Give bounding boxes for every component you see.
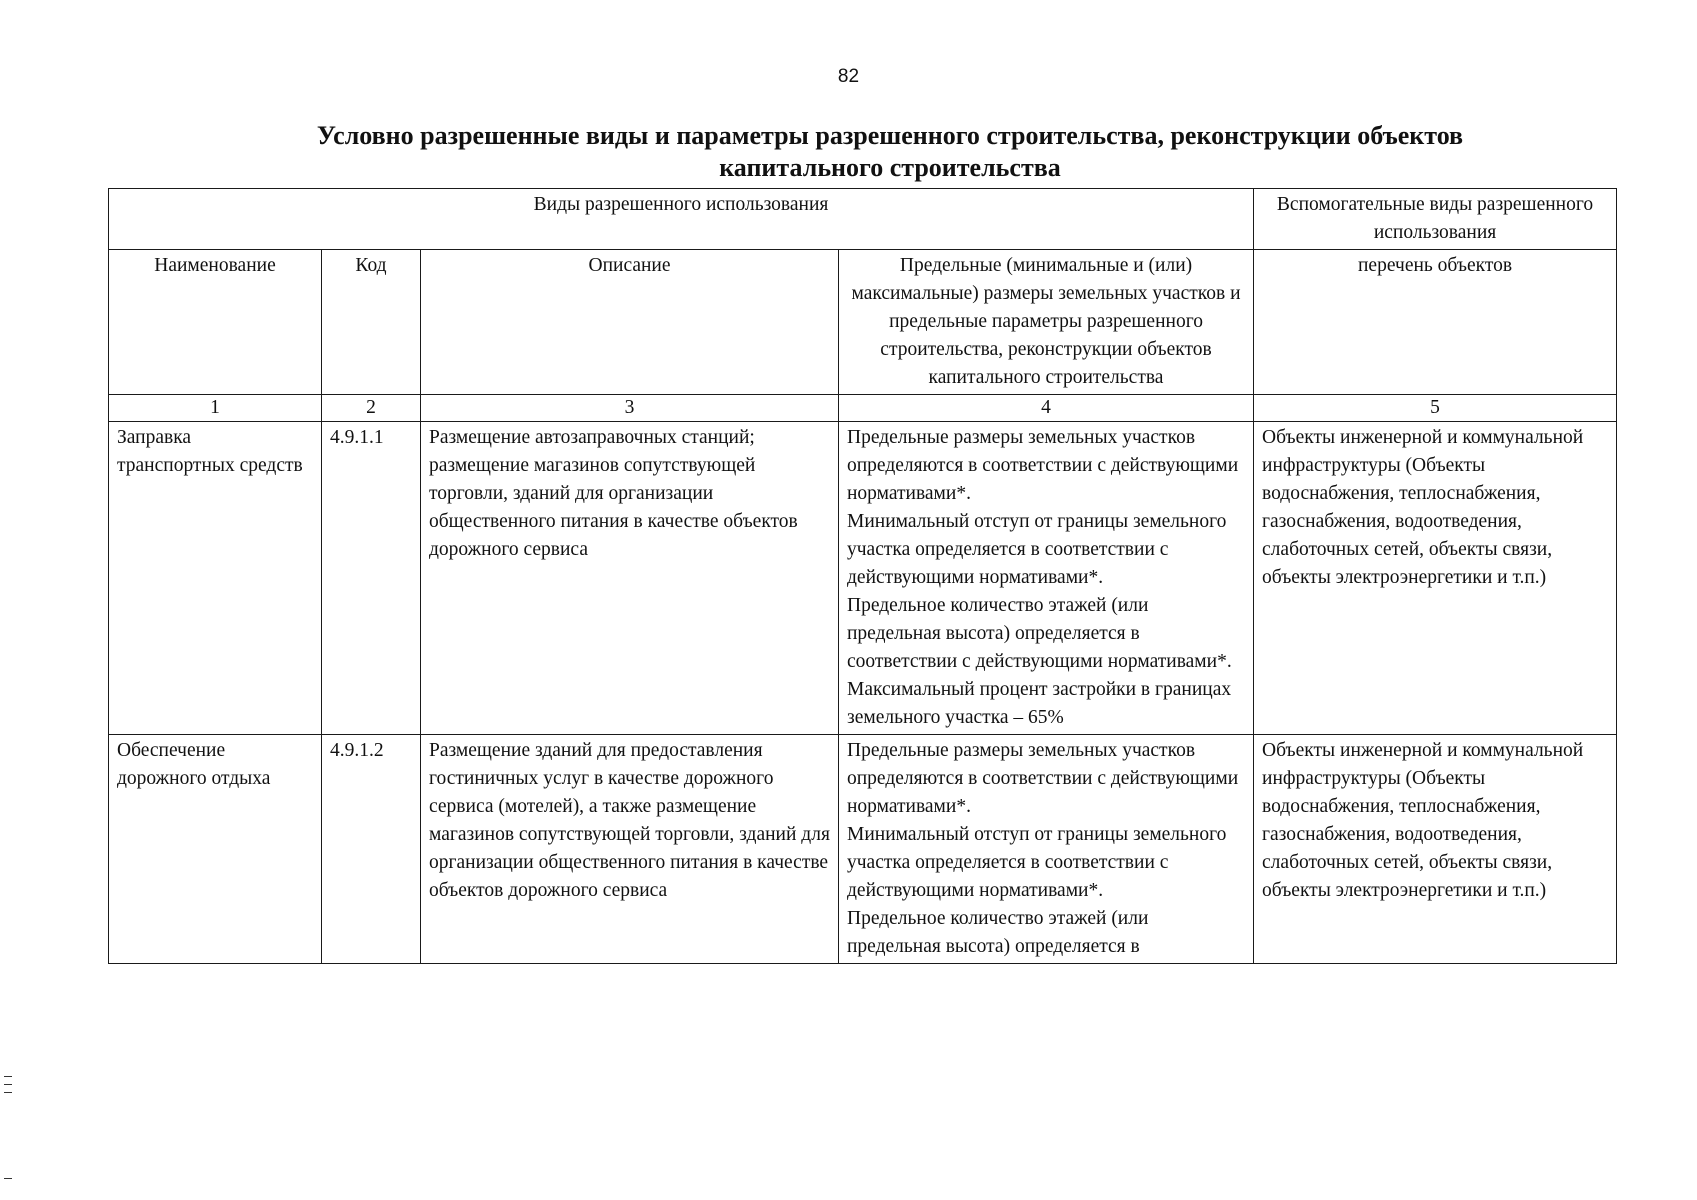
- column-header-description: Описание: [421, 250, 839, 395]
- limits-paragraph: Предельное количество этажей (или предельная высота) определяется в соответствии с действующими нормативами*.: [847, 595, 1232, 672]
- title-line-2: капитального строительства: [719, 153, 1061, 182]
- land-use-table: [108, 188, 1617, 964]
- column-number: 5: [1254, 395, 1617, 422]
- column-number: 4: [839, 395, 1254, 422]
- column-number: 2: [322, 395, 421, 422]
- scan-margin-mark: [4, 1092, 12, 1093]
- limits-paragraph: Предельные размеры земельных участков определяются в соответствии с действующими нормативами*.: [847, 427, 1239, 504]
- limits-paragraph: Минимальный отступ от границы земельного участка определяется в соответствии с действующими нормативами*.: [847, 511, 1227, 588]
- row-code: 4.9.1.1: [322, 422, 421, 735]
- group-header-main: Виды разрешенного использования: [109, 189, 1254, 250]
- column-header-objects: перечень объектов: [1254, 250, 1617, 395]
- row-objects: Объекты инженерной и коммунальной инфраструктуры (Объекты водоснабжения, теплоснабжения, газоснабжения, водоотведения, слаботочных сетей, объекты связи, объекты электроэнергетики и т.п.): [1254, 422, 1617, 735]
- page-title: [140, 120, 1640, 184]
- row-name: Заправка транспортных средств: [109, 422, 322, 735]
- limits-paragraph: Минимальный отступ от границы земельного участка определяется в соответствии с действующими нормативами*.: [847, 824, 1227, 901]
- page-number: 82: [837, 66, 860, 87]
- scan-margin-mark: [4, 1076, 12, 1077]
- limits-paragraph: Предельные размеры земельных участков определяются в соответствии с действующими нормативами*.: [847, 740, 1239, 817]
- row-name: Обеспечение дорожного отдыха: [109, 735, 322, 964]
- group-header-row: [109, 189, 1617, 250]
- row-description: Размещение автозаправочных станций; размещение магазинов сопутствующей торговли, зданий для организации общественного питания в качестве объектов дорожного сервиса: [421, 422, 839, 735]
- column-number-row: [109, 395, 1617, 422]
- limits-paragraph: Максимальный процент застройки в границах земельного участка – 65%: [847, 679, 1232, 728]
- column-number: 3: [421, 395, 839, 422]
- limits-paragraph: Предельное количество этажей (или предельная высота) определяется в: [847, 908, 1149, 957]
- column-header-row: [109, 250, 1617, 395]
- row-code: 4.9.1.2: [322, 735, 421, 964]
- row-limits: [839, 422, 1254, 735]
- table-row: [109, 422, 1617, 735]
- row-limits: [839, 735, 1254, 964]
- table-row: [109, 735, 1617, 964]
- row-objects: Объекты инженерной и коммунальной инфраструктуры (Объекты водоснабжения, теплоснабжения, газоснабжения, водоотведения, слаботочных сетей, объекты связи, объекты электроэнергетики и т.п.): [1254, 735, 1617, 964]
- column-header-limits: Предельные (минимальные и (или) максимальные) размеры земельных участков и предельные параметры разрешенного строительства, реконструкции объектов капитального строительства: [839, 250, 1254, 395]
- column-number: 1: [109, 395, 322, 422]
- scan-margin-mark: [4, 1178, 12, 1179]
- column-header-name: Наименование: [109, 250, 322, 395]
- row-description: Размещение зданий для предоставления гостиничных услуг в качестве дорожного сервиса (мотелей), а также размещение магазинов сопутствующей торговли, зданий для организации общественного питания в качестве объектов дорожного сервиса: [421, 735, 839, 964]
- title-line-1: Условно разрешенные виды и параметры разрешенного строительства, реконструкции объектов: [316, 121, 1464, 150]
- scan-margin-mark: [4, 1084, 12, 1085]
- column-header-code: Код: [322, 250, 421, 395]
- group-header-auxiliary: Вспомогательные виды разрешенного использования: [1254, 189, 1617, 250]
